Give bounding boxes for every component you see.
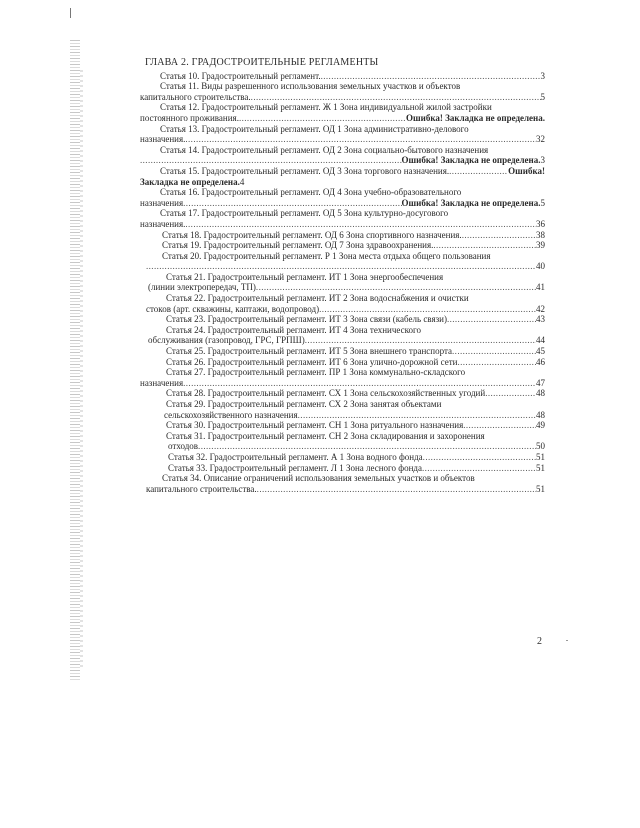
toc-page-number: 39 [536,240,545,251]
toc-page-number: 51 [536,451,545,462]
toc-entry-text: Статья 20. Градостроительный регламент. Р 1 Зона места отдыха общего пользования [162,250,491,261]
toc-error-text: Ошибка! Закладка не определена. [401,155,541,166]
toc-entry-text: назначения [140,377,184,388]
toc-page-number: 51 [536,462,545,473]
toc-page-number: 48 [536,409,545,420]
toc-entry-text: назначения [140,197,184,208]
toc-entry-line [140,261,545,272]
toc-entry-text: Статья 25. Градостроительный регламент. ИТ 5 Зона внешнего транспорта [166,346,453,357]
toc-leader-dots [251,92,541,103]
toc-entry-line [140,251,545,262]
toc-entry-line [140,187,545,198]
toc-leader-dots [457,357,536,368]
toc-page-number: 51 [536,483,545,494]
toc-leader-dots [423,452,536,463]
toc-page-number: 3 [540,70,545,81]
toc-entry[interactable] [140,473,545,494]
toc-entry[interactable] [140,399,545,420]
scan-edge-artifact [70,40,80,680]
toc-entry-line [140,399,545,410]
toc-entry[interactable] [140,452,545,463]
toc-entry-text: Статья 29. Градостроительный регламент. СХ 2 Зона занятая объектами [166,399,442,409]
toc-leader-dots [463,420,536,431]
toc-leader-dots [447,314,536,325]
toc-page-number: 3 [540,155,545,166]
toc-entry[interactable] [140,240,545,251]
toc-entry-text: стоков (арт. скважины, каптажи, водопровод) [146,303,320,314]
toc-entry[interactable] [140,357,545,368]
toc-error-text: Ошибка! Закладка не определена. [401,197,541,208]
toc-entry-text: Статья 34. Описание ограничений использования земельных участков и объектов [162,473,475,484]
toc-entry-text: (линии электропередач, ТП) [148,282,256,293]
toc-page-number: 38 [536,229,545,240]
toc-entry-line [140,155,545,166]
toc-entry-text: Статья 32. Градостроительный регламент. А 1 Зона водного фонда [168,451,423,462]
toc-page-number: 36 [536,218,545,229]
toc-entry-line [140,463,545,474]
toc-leader-dots [298,410,536,421]
toc-page-number: 48 [536,388,545,399]
toc-leader-dots [146,261,536,272]
toc-page-number: 42 [536,303,545,314]
toc-entry-text: Статья 15. Градостроительный регламент. ОД 3 Зона торгового назначения. [160,165,450,176]
toc-entry-text: Статья 13. Градостроительный регламент. ОД 1 Зона административно-делового [160,123,469,134]
scan-dot-mark [566,640,568,641]
toc-entry[interactable] [140,102,545,123]
toc-entry-line [140,410,545,421]
toc-entry[interactable] [140,81,545,102]
toc-entry-text: Статья 16. Градостроительный регламент. ОД 4 Зона учебно-образовательного [160,187,462,198]
toc-entry-text: отходов [168,441,199,452]
toc-entry[interactable] [140,272,545,293]
toc-entry-line [140,113,545,124]
toc-entry-text: обслуживания (газопровод, ГРС, ГРПШ) [148,335,305,346]
toc-entry-text: Статья 10. Градостроительный регламент. [160,70,321,81]
toc-entry-text: Статья 21. Градостроительный регламент. ИТ 1 Зона энергообеспечения [166,271,444,282]
toc-entry-text: Статья 26. Градостроительный регламент. ИТ 6 Зона улично-дорожной сети [166,356,458,367]
scan-tick-mark [70,8,71,18]
toc-page-number: 43 [536,314,545,325]
toc-entry-text: Статья 19. Градостроительный регламент. ОД 7 Зона здравоохранения. [162,240,434,251]
toc-leader-dots [239,113,406,124]
toc-entry-text: Статья 33. Градостроительный регламент. Л 1 Зона лесного фонда [168,462,422,473]
chapter-title: ГЛАВА 2. ГРАДОСТРОИТЕЛЬНЫЕ РЕГЛАМЕНТЫ [145,57,379,68]
toc-entry-text: Статья 31. Градостроительный регламент. СН 2 Зона складирования и захоронения [166,430,485,441]
toc-entry[interactable] [140,230,545,241]
toc-entry-text: Статья 30. Градостроительный регламент. СН 1 Зона ритуального назначения [166,420,464,431]
toc-entry[interactable] [140,388,545,399]
toc-page-number: 45 [536,346,545,357]
toc-leader-dots [305,335,536,346]
toc-entry-line [140,272,545,283]
toc-entry[interactable] [140,166,545,187]
toc-entry-line [140,282,545,293]
toc-entry[interactable] [140,314,545,325]
toc-entry-line [140,325,545,336]
scan-edge-artifact [80,70,83,670]
toc-page-number: 49 [536,420,545,431]
toc-error-text: Закладка не определена. [140,176,240,187]
toc-entry[interactable] [140,420,545,431]
toc-entry-line [140,484,545,495]
table-of-contents [140,58,545,494]
toc-leader-dots [319,304,536,315]
toc-entry-text: Статья 12. Градостроительный регламент. Ж 1 Зона индивидуальной жилой застройки [160,102,492,113]
toc-entry[interactable] [140,293,545,314]
toc-entry[interactable] [140,145,545,166]
toc-leader-dots [185,134,536,145]
toc-entry-line [140,92,545,103]
toc-entry[interactable] [140,71,545,82]
toc-entry-line [140,71,545,82]
toc-leader-dots [452,346,536,357]
toc-page-number: 50 [536,441,545,452]
toc-page-number: 32 [536,134,545,145]
toc-entry-text: капитального строительства. [146,483,257,494]
toc-entry-text: Статья 17. Градостроительный регламент. ОД 5 Зона культурно-досугового [160,208,449,219]
toc-entry-line [140,431,545,442]
toc-leader-dots [256,282,536,293]
toc-entry[interactable] [140,208,545,229]
toc-entry[interactable] [140,346,545,357]
toc-leader-dots [198,441,536,452]
toc-leader-dots [422,463,536,474]
toc-entry-text: Статья 11. Виды разрешенного использования земельных участков и объектов [160,81,461,92]
toc-entry-text: капитального строительства. [140,91,251,102]
toc-page-number: 46 [536,356,545,367]
toc-leader-dots [449,166,508,177]
toc-entry-line [140,452,545,463]
toc-entry-line [140,166,545,177]
toc-leader-dots [321,71,541,82]
toc-entry-text: назначения. [140,134,186,145]
toc-entry-line [140,230,545,241]
toc-entry-text: Статья 27. Градостроительный регламент. ПР 1 Зона коммунально-складского [166,367,466,378]
toc-entry-line [140,293,545,304]
toc-entry-line [140,441,545,452]
toc-entry[interactable] [140,367,545,388]
toc-entry[interactable] [140,124,545,145]
toc-entry-text: постоянного проживания. [140,112,239,123]
toc-entry-line [140,177,545,188]
toc-entry-line [140,145,545,156]
toc-entry-line [140,473,545,484]
toc-entry-line [140,335,545,346]
toc-entry-text: сельскохозяйственного назначения [164,409,298,420]
toc-page-number: 44 [536,335,545,346]
toc-entry-line [140,388,545,399]
toc-page-number: 41 [536,282,545,293]
toc-entry-line [140,124,545,135]
toc-page-number: 40 [536,261,545,272]
toc-leader-dots [485,388,536,399]
toc-error-text: Ошибка! Закладка не определена. [406,112,545,123]
toc-entry-line [140,367,545,378]
toc-entry-text: Статья 23. Градостроительный регламент. ИТ 3 Зона связи (кабель связи) [166,314,447,325]
toc-entry[interactable] [140,251,545,272]
toc-entry[interactable] [140,431,545,452]
toc-entry-line [140,219,545,230]
toc-entry-line [140,134,545,145]
toc-entry-line [140,304,545,315]
toc-entry[interactable] [140,463,545,474]
toc-entry-text: Статья 22. Градостроительный регламент. ИТ 2 Зона водоснабжения и очистки [166,293,469,304]
toc-entry-line [140,346,545,357]
toc-entry-text: Статья 18. Градостроительный регламент. ОД 6 Зона спортивного назначения. [162,229,462,240]
toc-entry-line [140,240,545,251]
page-number: 2 [537,636,542,647]
toc-entries [140,71,545,495]
toc-leader-dots [140,155,402,166]
toc-leader-dots [257,484,536,495]
toc-page-number: 5 [540,197,545,208]
toc-page-number: 47 [536,377,545,388]
toc-page-number: 5 [540,91,545,102]
toc-error-text: Ошибка! [508,165,545,176]
toc-leader-dots [462,230,536,241]
toc-leader-dots [183,378,536,389]
toc-entry-line [140,81,545,92]
toc-entry-text: Статья 14. Градостроительный регламент. ОД 2 Зона социально-бытового назначения [160,144,489,155]
toc-leader-dots [183,198,401,209]
toc-entry[interactable] [140,325,545,346]
toc-entry[interactable] [140,187,545,208]
toc-entry-line [140,208,545,219]
toc-leader-dots [185,219,536,230]
toc-entry-line [140,420,545,431]
toc-page-number: 4 [239,176,245,187]
toc-entry-line [140,378,545,389]
toc-entry-line [140,314,545,325]
toc-leader-dots [433,240,536,251]
toc-entry-text: назначения. [140,218,186,229]
toc-entry-line [140,198,545,209]
toc-entry-line [140,102,545,113]
toc-entry-text: Статья 28. Градостроительный регламент. СХ 1 Зона сельскохозяйственных угодий [166,388,486,399]
toc-entry-text: Статья 24. Градостроительный регламент. ИТ 4 Зона технического [166,324,421,335]
toc-entry-line [140,357,545,368]
